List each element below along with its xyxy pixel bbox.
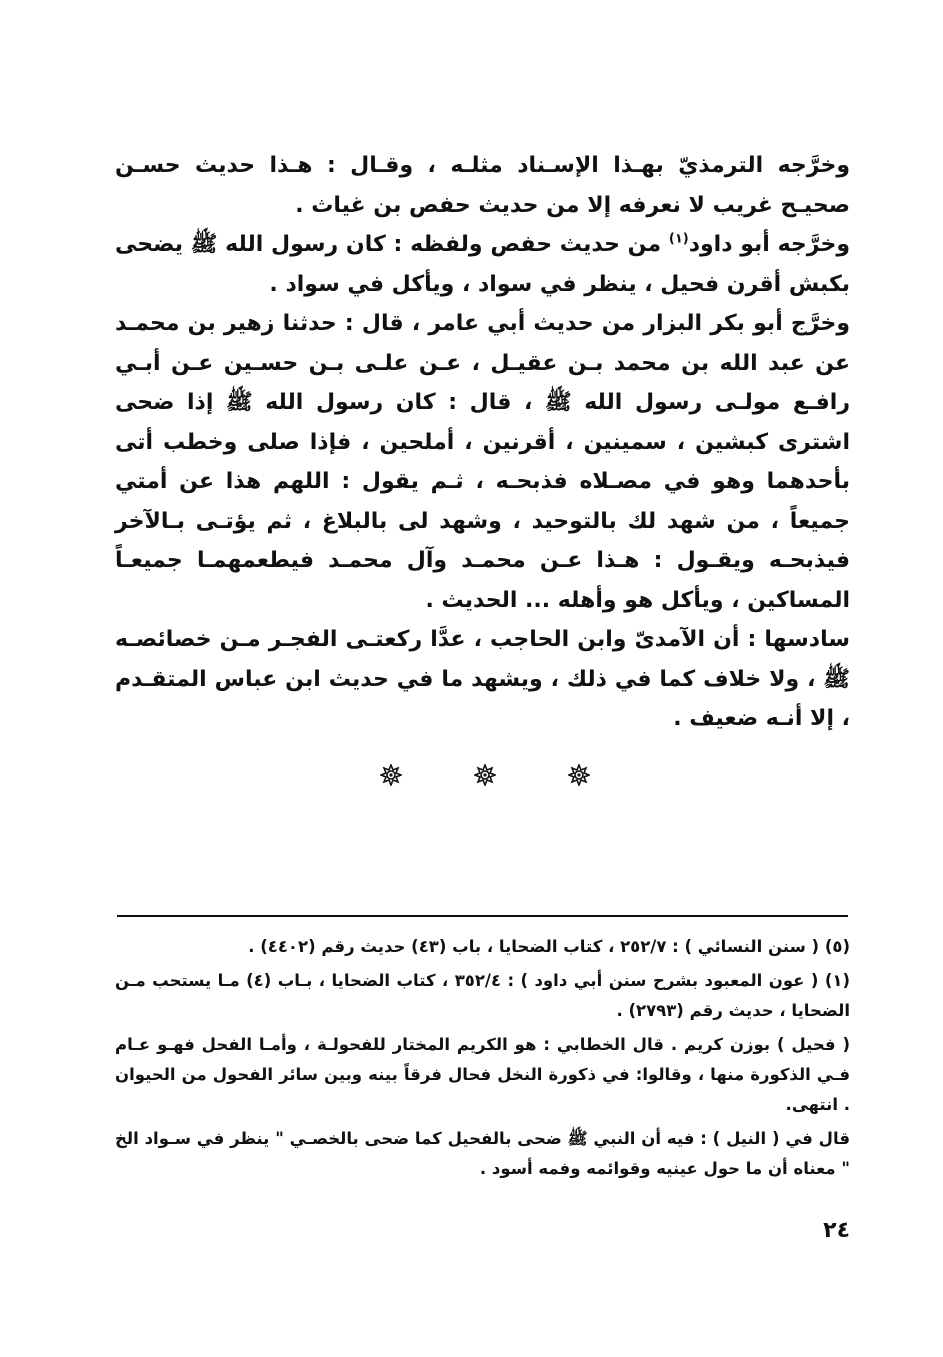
footnote-gloss-nayl: قال في ( النيل ) : فيه أن النبي ﷺ ضحى بالفحيل كما ضحى بالخصـي " ينظر في سـواد الخ " معناه أن ما حول عينيه وقوائمه وفمه أسود . (115, 1129, 850, 1178)
ornament-icon (474, 764, 496, 786)
section-divider-ornaments (380, 760, 590, 790)
footnote-5: (٥) ( سنن النسائي ) : ٢٥٢/٧ ، كتاب الضحايا ، باب (٤٣) حديث رقم (٤٤٠٢) . (248, 937, 850, 956)
paragraph-2 (115, 225, 850, 304)
ornament-icon (568, 764, 590, 786)
paragraph-4 (115, 620, 850, 739)
paragraph-4-rest: : أن الآمدىّ وابن الحاجب ، عدَّا ركعتـى الفجـر مـن خصائصـه ﷺ ، ولا خلاف كما في ذلك ، ويشهد ما في حديث ابن عباس المتقـدم ، إلا أنـه ضعيف . (115, 627, 850, 731)
paragraph-2-start: وخرَّجه أبو داود (688, 232, 851, 257)
footnote-separator (117, 915, 848, 917)
paragraph-1: وخرَّجه الترمذيّ بهـذا الإسـناد مثلـه ، وقـال : هـذا حديث حسـن صحيـح غريب لا نعرفه إلا من حديث حفص بن غياث . (115, 153, 850, 218)
page-number: ٢٤ (823, 1218, 850, 1243)
paragraph-2-rest: من حديث حفص ولفظه : كان رسول الله ﷺ يضحى بكبش أقرن فحيل ، ينظر في سواد ، ويأكل في سواد . (115, 232, 850, 297)
main-text (115, 146, 850, 739)
footnotes (115, 932, 850, 1184)
section-term: سادسها (764, 627, 850, 652)
paragraph-3: وخرَّج أبو بكر البزار من حديث أبي عامر ، قال : حدثنا زهير بن محمـد عن عبد الله بن محمد بـن عقيـل ، عـن علـى بـن حسـين عـن أبـي رافـع مولـى رسول الله ﷺ ، قال : كان رسول الله ﷺ إذا ضحى اشترى كبشين ، سمينين ، أقرنين ، أملحين ، فإذا صلى وخطب أتى بأحدهما وهو في مصـلاه فذبحـه ، ثـم يقول : اللهم هذا عن أمتي جميعاً ، من شهد لك بالتوحيد ، وشهد لى بالبلاغ ، ثم يؤتـى بـالآخر فيذبحـه ويقـول : هـذا عـن محمـد وآل محمـد فيطعمهمـا جميعـاً المساكين ، ويأكل هو وأهله ... الحديث . (115, 311, 850, 613)
footnote-ref-1[interactable]: (١) (668, 231, 689, 247)
footnote-gloss-fahil: ( فحيل ) بوزن كريم . قال الخطابي : هو الكريم المختار للفحولـة ، وأمـا الفحل فهـو عـام فـي الذكورة منها ، وقالوا: في ذكورة النخل فحال فرقاً بينه وبين سائر الفحول من الحيوان . انتهى. (115, 1035, 850, 1114)
ornament-icon (380, 764, 402, 786)
footnote-1: (١) ( عون المعبود بشرح سنن أبي داود ) : ٣٥٢/٤ ، كتاب الضحايا ، بـاب (٤) مـا يستحب مـن الضحايا ، حديث رقم (٢٧٩٣) . (115, 971, 850, 1020)
